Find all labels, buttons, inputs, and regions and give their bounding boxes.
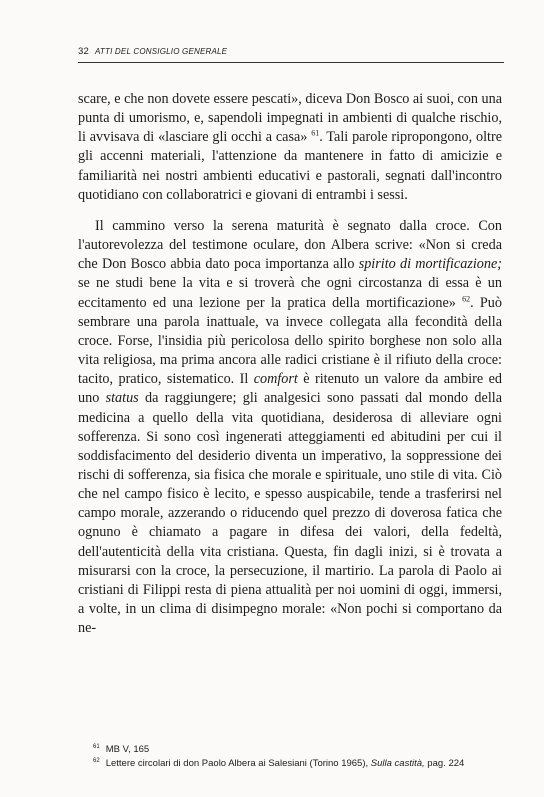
footnote-ref-61: 61: [311, 128, 320, 138]
footnote-62-number: 62: [93, 757, 100, 764]
page-number: 32: [78, 46, 89, 57]
paragraph-2-text-b: se ne studi bene la vita e si troverà che ogni circostanza di essa è un eccitamento ed una lezione per la pratica della mortificazione»: [78, 275, 502, 311]
footnote-61-number: 61: [93, 743, 100, 750]
paragraph-2-italic-a: spirito di mortificazione;: [358, 256, 502, 273]
running-header: [78, 46, 502, 62]
footnote-62: [78, 757, 502, 771]
paragraph-2-text-e: da raggiungere; gli analgesici sono passati dal mondo della medicina a quello della vita quotidiana, desiderosa di alleviare ogni sofferenza. Si sono così ingenerati atteggiamenti ed abitudini per cui il soddisfacimento del desiderio diventa un imperativo, la soppressione dei rischi di sofferenza, sia fisica che morale e spirituale, uno stile di vita. Ciò che nel campo fisico è lecito, e spesso auspicabile, tende a trasferirsi nel campo morale, azzerando o riducendo quel prezzo di doverosa fatica che ognuno è chiamato a pagare in difesa dei valori, della fedeltà, dell'autenticità della vita cristiana. Questa, fin dagli inizi, si è trovata a misurarsi con la croce, la persecuzione, il martirio. La parola di Paolo ai cristiani di Filippi resta di piena attualità per noi uomini di oggi, immersi, a volte, in un clima di disimpegno morale: «Non pochi si comportano da ne-: [78, 390, 503, 637]
footnote-61: [78, 743, 502, 757]
paragraph-2-italic-c: status: [105, 390, 139, 407]
footnotes: [78, 743, 502, 771]
paragraph-2-text-c: . Può sembrare una parola inattuale, va invece collegata alla fecondità della croce. Forse, l'insidia più pericolosa dello spirito borghese non solo alla vita religiosa, ma prima ancora alle radici cristiane è il rifiuto della croce: tacito, pratico, sistematico. Il: [78, 294, 502, 388]
running-title: ATTI DEL CONSIGLIO GENERALE: [94, 47, 228, 56]
paragraph-1: [78, 90, 502, 205]
footnote-62-italic: Sulla castità,: [370, 758, 425, 769]
footnote-62-text: Lettere circolari di don Paolo Albera ai Salesiani (Torino 1965),: [105, 758, 371, 769]
paragraph-1-text-b: . Tali parole ripropongono, oltre gli accenni materiali, l'attenzione da mantenere in fatto di amicizie e familiarità nei nostri ambienti educativi e pastorali, segnati dall'incontro quotidiano con collaboratrici e giovani di entrambi i sessi.: [78, 129, 503, 203]
paragraph-2-italic-b: comfort: [253, 371, 298, 388]
footnote-ref-62: 62: [462, 293, 471, 303]
paragraph-2-text-d: è ritenuto un valore da ambire ed uno: [78, 371, 503, 407]
paragraph-2-text-a: Il cammino verso la serena maturità è segnato dalla croce. Con l'autorevolezza del testimone oculare, don Albera scrive: «Non si creda che Don Bosco abbia dato poca importanza allo: [78, 217, 502, 273]
main-text: [78, 90, 502, 638]
footnote-61-text: MB V, 165: [105, 744, 150, 755]
paragraph-1-text-a: scare, e che non dovete essere pescati», diceva Don Bosco ai suoi, con una punta di umorismo, e, sapendoli impegnati in ambienti di qualche rischio, li avvisava di «lasciare gli occhi a casa»: [78, 91, 502, 146]
footnote-62-tail: pag. 224: [424, 758, 465, 769]
paragraph-2: [78, 217, 502, 638]
header-rule: [78, 62, 504, 63]
